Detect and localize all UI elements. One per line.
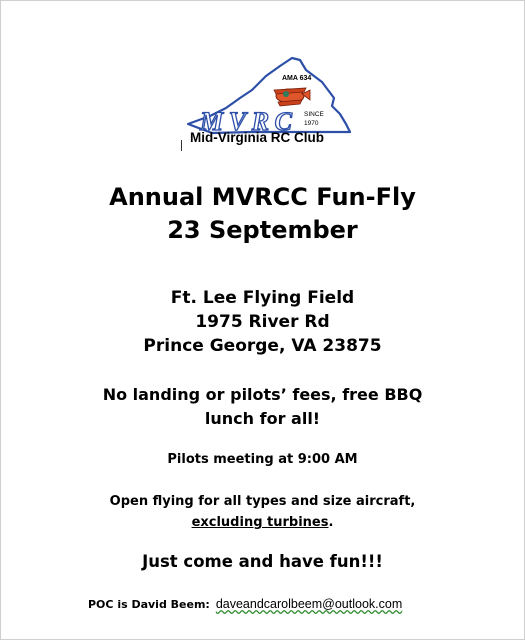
poc-email[interactable]: daveandcarolbeem@outlook.com: [215, 597, 403, 611]
excluding-turbines: excluding turbines: [191, 515, 329, 530]
open-line2: [0, 512, 525, 533]
open-line2-end: .: [328, 515, 334, 530]
poc-line: [88, 597, 402, 611]
event-date: 23 September: [167, 216, 358, 244]
venue-block: [0, 286, 525, 358]
fees-line2: lunch for all!: [204, 409, 321, 428]
event-title: [0, 181, 525, 247]
open-flying-block: [0, 491, 525, 533]
venue-name: Ft. Lee Flying Field: [170, 288, 355, 308]
event-title-line1: Annual MVRCC Fun-Fly: [109, 183, 416, 211]
year-text: 1970: [304, 120, 319, 127]
fun-line: Just come and have fun!!!: [142, 552, 383, 571]
ama-text: AMA 634: [282, 75, 312, 82]
venue-city: Prince George, VA 23875: [143, 336, 382, 356]
mvrc-text: MVRC: [200, 107, 292, 136]
venue-street: 1975 River Rd: [195, 312, 330, 332]
poc-label: POC is David Beem:: [88, 598, 210, 611]
pilots-meeting: Pilots meeting at 9:00 AM: [167, 452, 358, 467]
plane-icon: [274, 88, 310, 106]
text-cursor-mark: [181, 140, 182, 151]
club-name: Mid-Virginia RC Club: [190, 130, 324, 145]
fees-block: [0, 383, 525, 431]
since-text: SINCE: [304, 111, 324, 118]
fees-line1: No landing or pilots’ fees, free BBQ: [102, 385, 423, 404]
open-line1: Open flying for all types and size aircraft,: [109, 494, 416, 509]
